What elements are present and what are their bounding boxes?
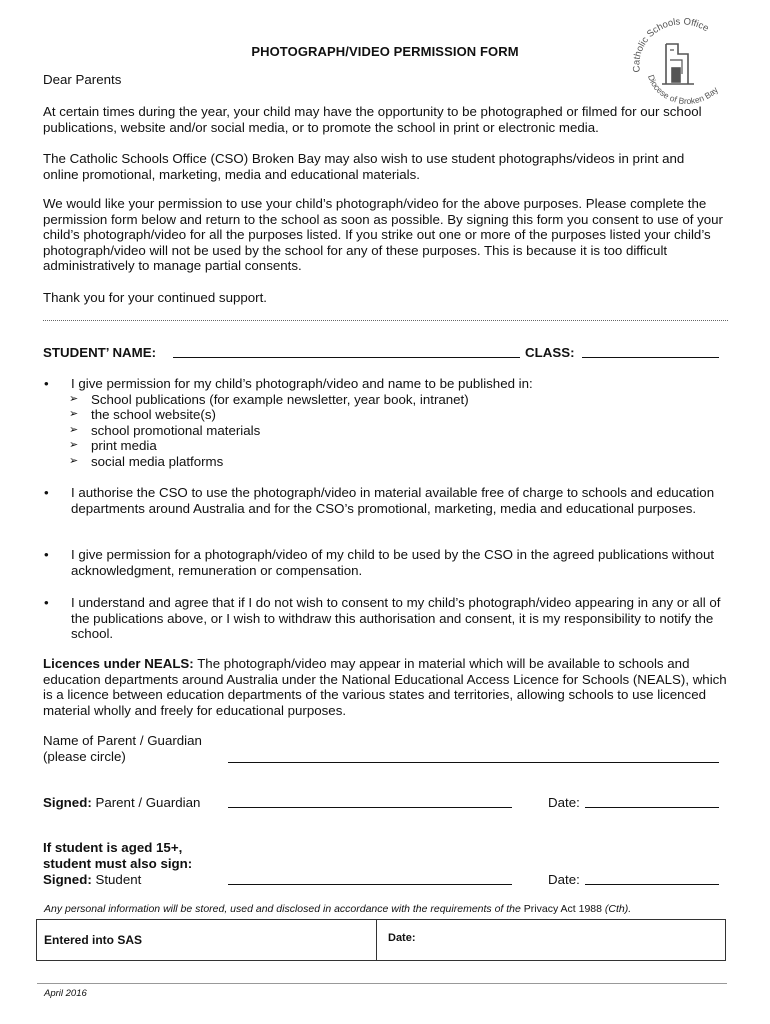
sub-item-4: print media bbox=[91, 438, 157, 453]
signed-student-label: Signed: Student bbox=[43, 872, 142, 887]
intro-paragraph-2: The Catholic Schools Office (CSO) Broken Bay may also wish to use student photographs/videos in print and online promotional, marketing, media and educational materials. bbox=[43, 151, 685, 182]
parent-signature-field[interactable] bbox=[228, 807, 512, 808]
arrow-bullet-icon: ➢ bbox=[69, 455, 79, 467]
bullet-3-text: I give permission for a photograph/video of my child to be used by the CSO in the agreed publications without acknowledgment, remuneration or compensation. bbox=[71, 547, 715, 578]
class-field[interactable] bbox=[582, 357, 719, 358]
logo-arc-top: Catholic Schools Office bbox=[631, 16, 711, 73]
logo-arc-bottom: Diocese of Broken Bay bbox=[645, 73, 720, 106]
sub-item-1: School publications (for example newsletter, year book, intranet) bbox=[91, 392, 469, 407]
sas-box-divider bbox=[376, 919, 377, 961]
student-name-label: STUDENT’ NAME: bbox=[43, 345, 157, 360]
sub-item-5: social media platforms bbox=[91, 454, 224, 469]
bullet-2-text: I authorise the CSO to use the photograph/video in material available free of charge to schools and education departments around Australia and for the CSO’s promotional, marketing, media and educational purposes. bbox=[71, 485, 715, 516]
arrow-bullet-icon: ➢ bbox=[69, 393, 79, 405]
intro-paragraph-3: We would like your permission to use your child’s photograph/video for the above purposes. Please complete the permission form below and return to the school as soon as possible. By signing this form you consent to use of your child’s photograph/video for all the purposes listed. If you strike out one or more of the purposes listed your child’s photograph/video will not be used by the school for any of these purposes. This is because it is too difficult administratively to manage partial consents. bbox=[43, 196, 723, 274]
bullet-4-marker: • bbox=[44, 595, 49, 610]
student-date-field[interactable] bbox=[585, 884, 719, 885]
neals-text: The photograph/video may appear in material which will be available to schools and education departments around Australia under the National Educational Access Licence for Schools (NEALS), which is a licence between education departments of the various states and territories, allowing schools to use licenced material wholly and freely for educational purposes. bbox=[43, 656, 727, 718]
parent-name-label: Name of Parent / Guardian bbox=[43, 733, 202, 748]
intro-paragraph-4: Thank you for your continued support. bbox=[43, 290, 267, 305]
intro-paragraph-1: At certain times during the year, your child may have the opportunity to be photographed or filmed for our school publications, website and/or social media, or to promote the school in print or electronic media. bbox=[43, 104, 702, 135]
cut-line bbox=[43, 320, 728, 321]
class-label: CLASS: bbox=[525, 345, 575, 360]
student-date-label: Date: bbox=[548, 872, 580, 887]
student-name-field[interactable] bbox=[173, 357, 520, 358]
greeting: Dear Parents bbox=[43, 72, 122, 87]
footer-date: April 2016 bbox=[44, 988, 87, 999]
sub-item-2: the school website(s) bbox=[91, 407, 216, 422]
neals-label: Licences under NEALS: bbox=[43, 656, 194, 671]
sas-date-label[interactable]: Date: bbox=[388, 932, 416, 944]
bullet-3-marker: • bbox=[44, 547, 49, 562]
parent-date-field[interactable] bbox=[585, 807, 719, 808]
bullet-4-text: I understand and agree that if I do not wish to consent to my child’s photograph/video appearing in any or all of the publications above, or I wish to withdraw this authorisation and consent, it is my responsibility to notify the school. bbox=[71, 595, 721, 642]
cso-logo bbox=[626, 14, 736, 106]
arrow-bullet-icon: ➢ bbox=[69, 439, 79, 451]
parent-name-sublabel: (please circle) bbox=[43, 749, 126, 764]
form-title: PHOTOGRAPH/VIDEO PERMISSION FORM bbox=[251, 44, 519, 59]
student-sign-note-1: If student is aged 15+, bbox=[43, 840, 183, 855]
sub-item-3: school promotional materials bbox=[91, 423, 261, 438]
student-signature-field[interactable] bbox=[228, 884, 512, 885]
privacy-note: Any personal information will be stored, used and disclosed in accordance with the requirements of the Privacy Act 1988 (Cth). bbox=[44, 903, 632, 915]
arrow-bullet-icon: ➢ bbox=[69, 424, 79, 436]
bullet-1-text: I give permission for my child’s photograph/video and name to be published in: bbox=[71, 376, 533, 391]
neals-paragraph bbox=[43, 656, 728, 718]
footer-divider bbox=[37, 983, 727, 984]
sas-label: Entered into SAS bbox=[44, 933, 143, 947]
signed-parent-label: Signed: Parent / Guardian bbox=[43, 795, 201, 810]
parent-name-field[interactable] bbox=[228, 762, 719, 763]
bullet-2-marker: • bbox=[44, 485, 49, 500]
bullet-1-marker: • bbox=[44, 376, 49, 391]
parent-date-label: Date: bbox=[548, 795, 580, 810]
student-sign-note-2: student must also sign: bbox=[43, 856, 193, 871]
arrow-bullet-icon: ➢ bbox=[69, 408, 79, 420]
